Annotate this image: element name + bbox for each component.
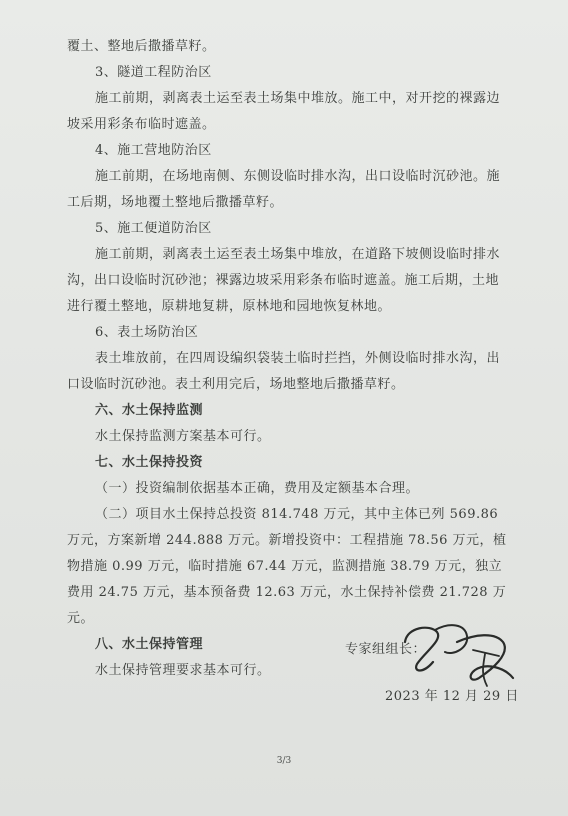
paragraph: 施工前期，剥离表土运至表土场集中堆放。施工中，对开挖的裸露边坡采用彩条布临时遮盖。 xyxy=(67,91,501,132)
section-heading: 六、水土保持监测 xyxy=(95,403,204,418)
paragraph: （二）项目水土保持总投资 814.748 万元，其中主体已列 569.86 万元，方案新增 244.888 万元。新增投资中：工程措施 78.56 万元，植物措施 0.99 万元，临时措施 67.44 万元，监测措施 38.79 万元，独立费用 24.75 万元，基本预备费 12.63 万元，水土保持补偿费 21.728 万元。 xyxy=(67,507,507,626)
paragraph: 施工前期，剥离表土运至表土场集中堆放，在道路下坡侧设临时排水沟，出口设临时沉砂池；裸露边坡采用彩条布临时遮盖。施工后期，土地进行覆土整地，原耕地复耕，原林地和园地恢复林地。 xyxy=(67,247,501,314)
paragraph: 覆土、整地后撒播草籽。 xyxy=(67,39,216,54)
paragraph: 表土堆放前，在四周设编织袋装土临时拦挡，外侧设临时排水沟，出口设临时沉砂池。表土利用完后，场地整地后撒播草籽。 xyxy=(67,351,501,392)
signature-label: 专家组组长： xyxy=(345,642,427,657)
paragraph: 5、施工便道防治区 xyxy=(95,221,212,236)
paragraph: （一）投资编制依据基本正确，费用及定额基本合理。 xyxy=(95,481,420,496)
paragraph: 6、表土场防治区 xyxy=(95,325,199,340)
paragraph: 水土保持监测方案基本可行。 xyxy=(95,429,271,444)
paragraph: 水土保持管理要求基本可行。 xyxy=(95,663,271,678)
paragraph: 3、隧道工程防治区 xyxy=(95,65,212,80)
paragraph: 4、施工营地防治区 xyxy=(95,143,212,158)
page-number: 3/3 xyxy=(276,756,292,766)
handwritten-signature xyxy=(395,612,525,692)
section-heading: 七、水土保持投资 xyxy=(95,455,204,470)
section-heading: 八、水土保持管理 xyxy=(95,637,204,652)
paragraph: 施工前期，在场地南侧、东侧设临时排水沟，出口设临时沉砂池。施工后期，场地覆土整地后撒播草籽。 xyxy=(67,169,501,210)
signature-date: 2023 年 12 月 29 日 xyxy=(385,689,519,704)
